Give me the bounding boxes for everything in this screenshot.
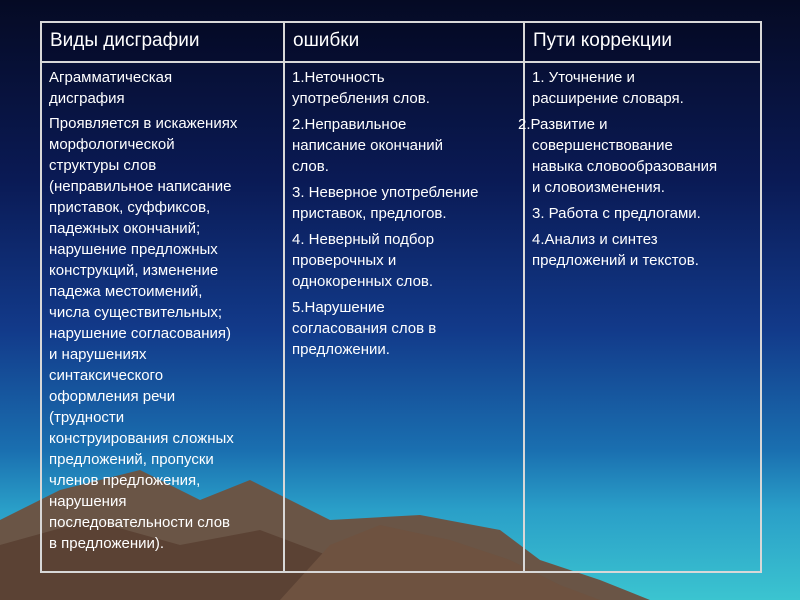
error-item: 1.Неточность употребления слов. (292, 69, 430, 107)
header-errors: ошибки (283, 23, 523, 63)
header-correction-ways: Пути коррекции (523, 23, 760, 63)
correction-item: 2.Развитие и совершенствование навыка словообразования и словоизменения. (518, 116, 718, 196)
cell-dysgraphia-type (42, 63, 283, 571)
error-item: 4. Неверный подбор проверочных и однокоренных слов. (292, 231, 435, 290)
error-item: 5.Нарушение согласования слов в предложении. (292, 299, 437, 358)
correction-item: 3. Работа с предлогами. (532, 205, 701, 222)
error-item: 3. Неверное употребление приставок, предлогов. (292, 184, 479, 222)
cell-errors (283, 63, 523, 571)
correction-item: 4.Анализ и синтез предложений и текстов. (532, 231, 699, 269)
correction-item: 1. Уточнение и расширение словаря. (532, 69, 684, 107)
error-item: 2.Неправильное написание окончаний слов. (292, 116, 444, 175)
dysgraphia-type-description: Проявляется в искажениях морфологической структуры слов (неправильное написание приставок, суффиксов, падежных окончаний; нарушение предложных конструкций, изменение падежа местоимений, числа существительных; нарушение согласования) и нарушениях синтаксического оформления речи (трудности конструирования сложных предложений, пропуски членов предложения, нарушения последовательности слов в предложении). (49, 115, 238, 552)
header-dysgraphia-types: Виды дисграфии (42, 23, 283, 63)
dysgraphia-type-title: Аграмматическая дисграфия (49, 69, 173, 107)
cell-correction-ways (518, 63, 760, 571)
dysgraphia-table (40, 21, 762, 573)
